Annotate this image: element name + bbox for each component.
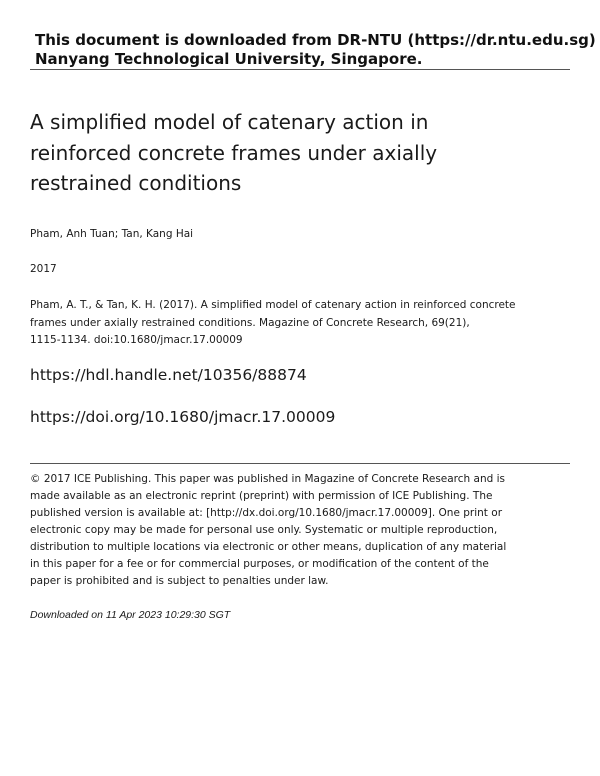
- rights-line-4: electronic copy may be made for personal use only. Systematic or multiple reproduction,: [30, 524, 498, 536]
- rights-line-5: distribution to multiple locations via electronic or other means, duplication of any material: [30, 541, 507, 553]
- rights-line-6: in this paper for a fee or for commercial purposes, or modification of the content of the: [30, 558, 489, 570]
- citation-line-2: frames under axially restrained conditions. Magazine of Concrete Research, 69(21),: [30, 317, 470, 329]
- title-line-2: reinforced concrete frames under axially: [30, 141, 438, 165]
- rights-line-7: paper is prohibited and is subject to penalties under law.: [30, 575, 329, 587]
- title-line-3: restrained conditions: [30, 171, 242, 195]
- hdl-link[interactable]: https://hdl.handle.net/10356/88874: [30, 366, 307, 384]
- doi-link[interactable]: https://doi.org/10.1680/jmacr.17.00009: [30, 408, 336, 426]
- citation-line-1: Pham, A. T., & Tan, K. H. (2017). A simplified model of catenary action in reinforced concrete: [30, 299, 516, 311]
- authors: Pham, Anh Tuan; Tan, Kang Hai: [30, 228, 194, 240]
- header-line-2: Nanyang Technological University, Singapore.: [35, 50, 423, 68]
- rights-divider: [30, 463, 570, 464]
- rights-line-2: made available as an electronic reprint (preprint) with permission of ICE Publishing. The: [30, 490, 493, 502]
- year: 2017: [30, 263, 57, 275]
- header-line-1: This document is downloaded from DR-NTU (https://dr.ntu.edu.sg): [35, 31, 596, 49]
- rights-line-3: published version is available at: [http://dx.doi.org/10.1680/jmacr.17.00009]. One print or: [30, 507, 503, 519]
- header-divider: [30, 69, 570, 70]
- title-line-1: A simplified model of catenary action in: [30, 110, 429, 134]
- download-timestamp: Downloaded on 11 Apr 2023 10:29:30 SGT: [30, 609, 231, 621]
- rights-line-1: © 2017 ICE Publishing. This paper was published in Magazine of Concrete Research and is: [30, 473, 506, 485]
- citation-line-3: 1115-1134. doi:10.1680/jmacr.17.00009: [30, 334, 243, 346]
